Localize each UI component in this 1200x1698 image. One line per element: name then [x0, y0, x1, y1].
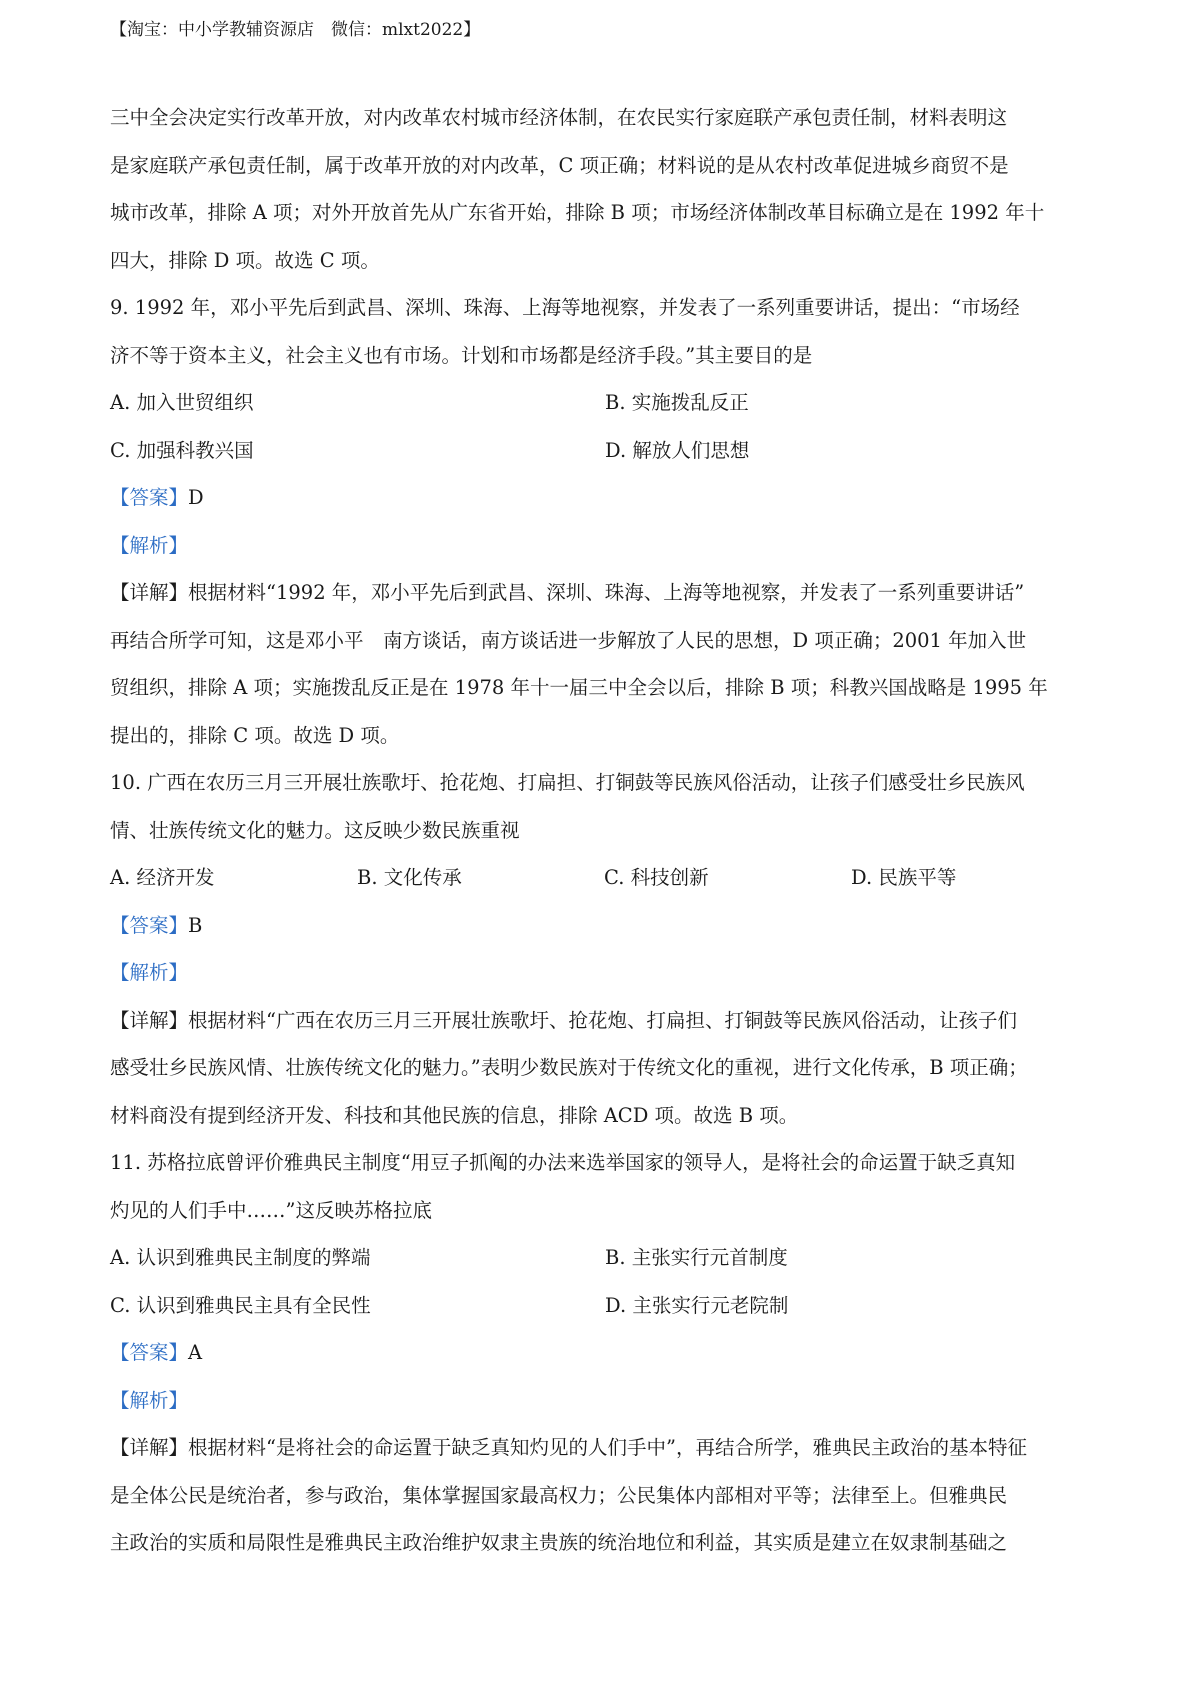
detail-tag: 【详解】	[110, 1008, 189, 1032]
q11-analysis	[110, 1377, 1100, 1425]
intro-line: 是家庭联产承包责任制，属于改革开放的对内改革，C 项正确；材料说的是从农村改革促进城乡商贸不是	[110, 153, 1009, 177]
q11-detail-line	[110, 1424, 1100, 1472]
intro-line: 四大，排除 D 项。故选 C 项。	[110, 248, 380, 272]
q10-detail-line: 材料商没有提到经济开发、科技和其他民族的信息，排除 ACD 项。故选 B 项。	[110, 1103, 799, 1127]
q9-option-b: B. 实施拨乱反正	[605, 391, 749, 414]
detail-tag: 【详解】	[110, 1436, 189, 1459]
detail-text: 根据材料“广西在农历三月三开展壮族歌圩、抢花炮、打扁担、打铜鼓等民族风俗活动，让孩子们	[188, 1008, 1017, 1032]
q11-stem-line: 11. 苏格拉底曾评价雅典民主制度“用豆子抓阄的办法来选举国家的领导人，是将社会的命运置于缺乏真知	[110, 1151, 1016, 1174]
detail-text: 根据材料“1992 年，邓小平先后到武昌、深圳、珠海、上海等地视察，并发表了一系列重要讲话”	[188, 581, 1025, 604]
answer-value: B	[188, 913, 203, 937]
q10-detail-line	[110, 997, 1100, 1045]
q9-analysis	[110, 522, 1100, 570]
analysis-tag: 【解析】	[110, 533, 189, 557]
q10-option-a: A. 经济开发	[110, 866, 215, 889]
q9-stem-line: 9. 1992 年，邓小平先后到武昌、深圳、珠海、上海等地视察，并发表了一系列重要讲话，提出：“市场经	[110, 296, 1020, 319]
q9-detail-line: 贸组织，排除 A 项；实施拨乱反正是在 1978 年十一届三中全会以后，排除 B 项；科教兴国战略是 1995 年	[110, 676, 1048, 699]
q10-detail-line: 感受壮乡民族风情、壮族传统文化的魅力。”表明少数民族对于传统文化的重视，进行文化传承，B 项正确；	[110, 1056, 1028, 1079]
q9-options-row	[110, 427, 1100, 475]
q10-option-d: D. 民族平等	[851, 866, 957, 889]
q9-options-row	[110, 379, 1100, 427]
q9-detail-line: 提出的，排除 C 项。故选 D 项。	[110, 723, 400, 747]
q10-analysis	[110, 949, 1100, 997]
q10-stem-line: 情、壮族传统文化的魅力。这反映少数民族重视	[110, 818, 520, 842]
q11-detail-line: 主政治的实质和局限性是雅典民主政治维护奴隶主贵族的统治地位和利益，其实质是建立在奴隶制基础之	[110, 1531, 1008, 1554]
q10-options-row	[110, 854, 1100, 902]
q9-detail-line: 再结合所学可知，这是邓小平 南方谈话，南方谈话进一步解放了人民的思想，D 项正确；2001 年加入世	[110, 628, 1027, 652]
q10-stem-line: 10. 广西在农历三月三开展壮族歌圩、抢花炮、打扁担、打铜鼓等民族风俗活动，让孩子们感受壮乡民族风	[110, 771, 1025, 794]
intro-line: 城市改革，排除 A 项；对外开放首先从广东省开始，排除 B 项；市场经济体制改革目标确立是在 1992 年十	[110, 201, 1045, 224]
q9-detail-line	[110, 569, 1100, 617]
answer-value: A	[188, 1341, 203, 1364]
answer-tag: 【答案】	[110, 913, 189, 937]
q11-detail-line: 是全体公民是统治者，参与政治，集体掌握国家最高权力；公民集体内部相对平等；法律至上。但雅典民	[110, 1483, 1008, 1507]
q11-options-row	[110, 1282, 1100, 1330]
q9-stem-line: 济不等于资本主义，社会主义也有市场。计划和市场都是经济手段。”其主要目的是	[110, 343, 813, 367]
document-body	[110, 94, 1100, 1567]
q11-option-b: B. 主张实行元首制度	[605, 1246, 788, 1269]
q11-stem-line: 灼见的人们手中……”这反映苏格拉底	[110, 1198, 432, 1222]
q9-answer	[110, 474, 1100, 522]
answer-value: D	[188, 486, 204, 509]
answer-tag: 【答案】	[110, 486, 189, 509]
q11-options-row	[110, 1234, 1100, 1282]
q10-option-b: B. 文化传承	[357, 866, 462, 889]
header-note: 【淘宝：中小学教辅资源店 微信：mlxt2022】	[110, 20, 481, 40]
q10-option-c: C. 科技创新	[604, 866, 709, 889]
answer-tag: 【答案】	[110, 1341, 189, 1364]
q11-answer	[110, 1329, 1100, 1377]
intro-line: 三中全会决定实行改革开放，对内改革农村城市经济体制，在农民实行家庭联产承包责任制，材料表明这	[110, 106, 1008, 129]
detail-tag: 【详解】	[110, 581, 189, 604]
analysis-tag: 【解析】	[110, 1388, 189, 1412]
q9-option-a: A. 加入世贸组织	[110, 391, 254, 414]
q11-option-d: D. 主张实行元老院制	[605, 1293, 789, 1317]
q10-answer	[110, 902, 1100, 950]
detail-text: 根据材料“是将社会的命运置于缺乏真知灼见的人们手中”，再结合所学，雅典民主政治的基本特征	[188, 1436, 1027, 1459]
q9-option-c: C. 加强科教兴国	[110, 438, 254, 462]
q9-option-d: D. 解放人们思想	[605, 438, 750, 462]
q11-option-a: A. 认识到雅典民主制度的弊端	[110, 1246, 371, 1269]
analysis-tag: 【解析】	[110, 961, 189, 984]
q11-option-c: C. 认识到雅典民主具有全民性	[110, 1293, 371, 1317]
